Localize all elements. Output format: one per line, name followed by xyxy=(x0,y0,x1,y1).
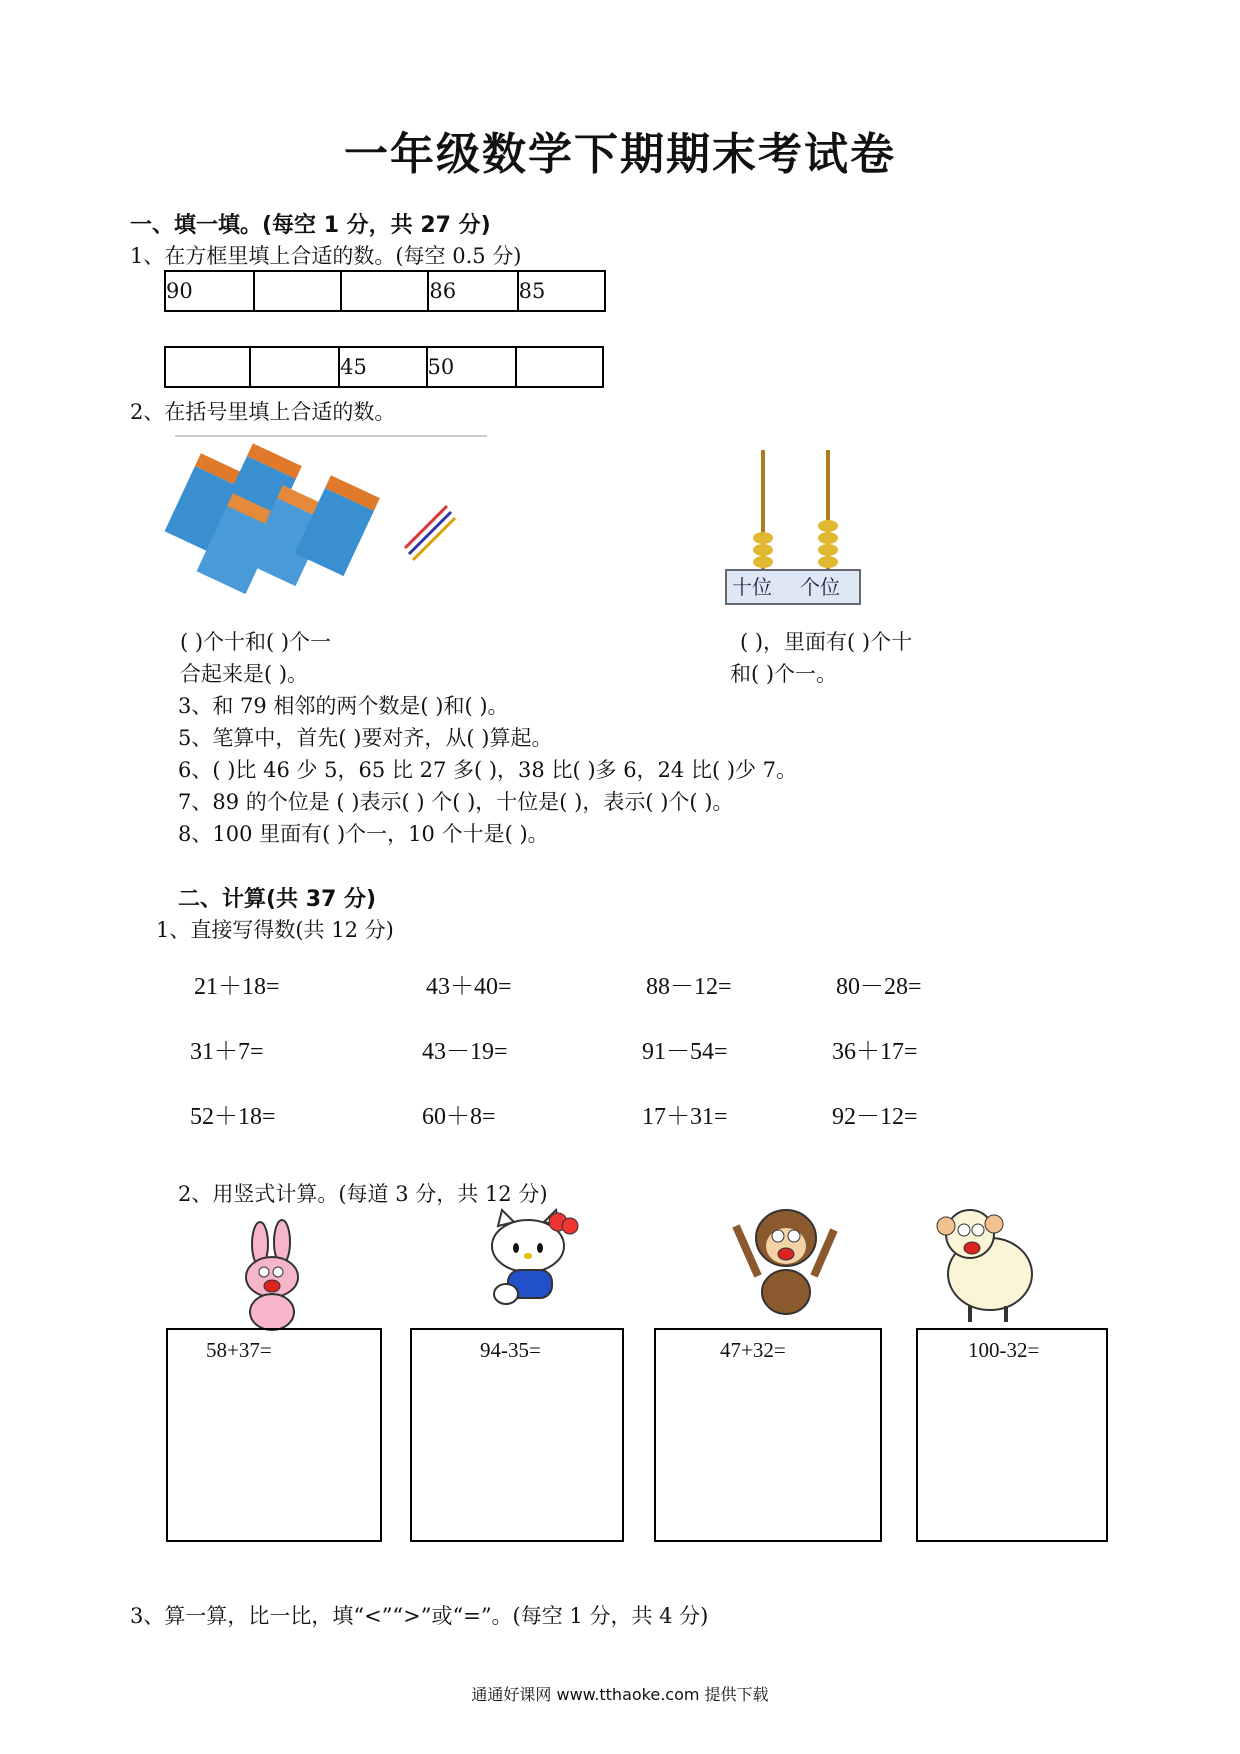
page-title: 一年级数学下期期末考试卷 xyxy=(344,129,896,180)
q6-text: 6、( )比 46 少 5，65 比 27 多( )，38 比( )多 6，24 比( )少 7。 xyxy=(178,758,798,782)
abacus-ones-label: 个位 xyxy=(800,575,840,599)
q2-left-line2: 合起来是( )。 xyxy=(180,662,309,686)
grid1-cell[interactable]: 85 xyxy=(518,271,605,311)
rabbit-image xyxy=(222,1222,322,1332)
grid2-cell[interactable] xyxy=(165,347,250,387)
vertical-calc-box[interactable] xyxy=(410,1328,624,1542)
direct-calc: 91－54= xyxy=(642,1039,728,1065)
sheep-image xyxy=(926,1196,1046,1326)
vertical-calc-problem: 58+37= xyxy=(206,1338,272,1362)
q5-text: 5、笔算中，首先( )要对齐，从( )算起。 xyxy=(178,726,553,750)
q7-text: 7、89 的个位是 ( )表示( ) 个( )，十位是( )，表示( )个( )。 xyxy=(178,790,734,814)
q2-right-line1: ( )，里面有( )个十 xyxy=(740,630,913,654)
grid2-cell[interactable]: 45 xyxy=(339,347,426,387)
monkey-image xyxy=(728,1196,848,1326)
grid1-cell[interactable] xyxy=(341,271,428,311)
q2-text: 2、在括号里填上合适的数。 xyxy=(130,400,396,424)
grid1-cell[interactable]: 90 xyxy=(165,271,254,311)
s2-q3-text: 3、算一算，比一比，填“<”“>”或“=”。(每空 1 分，共 4 分) xyxy=(130,1604,709,1628)
number-grid-1 xyxy=(164,270,606,312)
abacus-tens-label: 十位 xyxy=(732,575,772,599)
hello-kitty-image xyxy=(478,1208,588,1308)
direct-calc: 60＋8= xyxy=(422,1104,496,1130)
direct-calc: 31＋7= xyxy=(190,1039,264,1065)
number-grid-2 xyxy=(164,346,604,388)
s2-q1-text: 1、直接写得数(共 12 分) xyxy=(156,918,394,942)
grid2-cell[interactable] xyxy=(516,347,603,387)
vertical-calc-box[interactable] xyxy=(166,1328,382,1542)
direct-calc: 88－12= xyxy=(646,974,732,1000)
q8-text: 8、100 里面有( )个一，10 个十是( )。 xyxy=(178,822,549,846)
direct-calc: 17＋31= xyxy=(642,1104,728,1130)
grid1-cell[interactable] xyxy=(254,271,341,311)
vertical-calc-problem: 47+32= xyxy=(720,1338,786,1362)
q2-left-line1: ( )个十和( )个一 xyxy=(180,630,332,654)
footer: 通通好课网 www.tthaoke.com 提供下载 xyxy=(471,1685,769,1704)
vertical-calc-box[interactable] xyxy=(916,1328,1108,1542)
direct-calc: 80－28= xyxy=(836,974,922,1000)
q2-right-line2: 和( )个一。 xyxy=(730,662,838,686)
grid2-cell[interactable] xyxy=(250,347,339,387)
direct-calc: 43＋40= xyxy=(426,974,512,1000)
direct-calc: 43－19= xyxy=(422,1039,508,1065)
direct-calc: 92－12= xyxy=(832,1104,918,1130)
section1-heading: 一、填一填。(每空 1 分，共 27 分) xyxy=(130,213,491,238)
section2-heading: 二、计算(共 37 分) xyxy=(178,887,377,912)
direct-calc: 52＋18= xyxy=(190,1104,276,1130)
direct-calc: 36＋17= xyxy=(832,1039,918,1065)
vertical-calc-box[interactable] xyxy=(654,1328,882,1542)
direct-calc: 21＋18= xyxy=(194,974,280,1000)
pencil-bundles-image xyxy=(175,436,475,606)
abacus-image xyxy=(718,448,868,618)
vertical-calc-problem: 94-35= xyxy=(480,1338,541,1362)
q1-text: 1、在方框里填上合适的数。(每空 0.5 分) xyxy=(130,244,522,268)
grid2-cell[interactable]: 50 xyxy=(427,347,516,387)
grid1-cell[interactable]: 86 xyxy=(428,271,517,311)
q3-text: 3、和 79 相邻的两个数是( )和( )。 xyxy=(178,694,509,718)
s2-q2-text: 2、用竖式计算。(每道 3 分，共 12 分) xyxy=(178,1182,548,1206)
vertical-calc-problem: 100-32= xyxy=(968,1338,1040,1362)
